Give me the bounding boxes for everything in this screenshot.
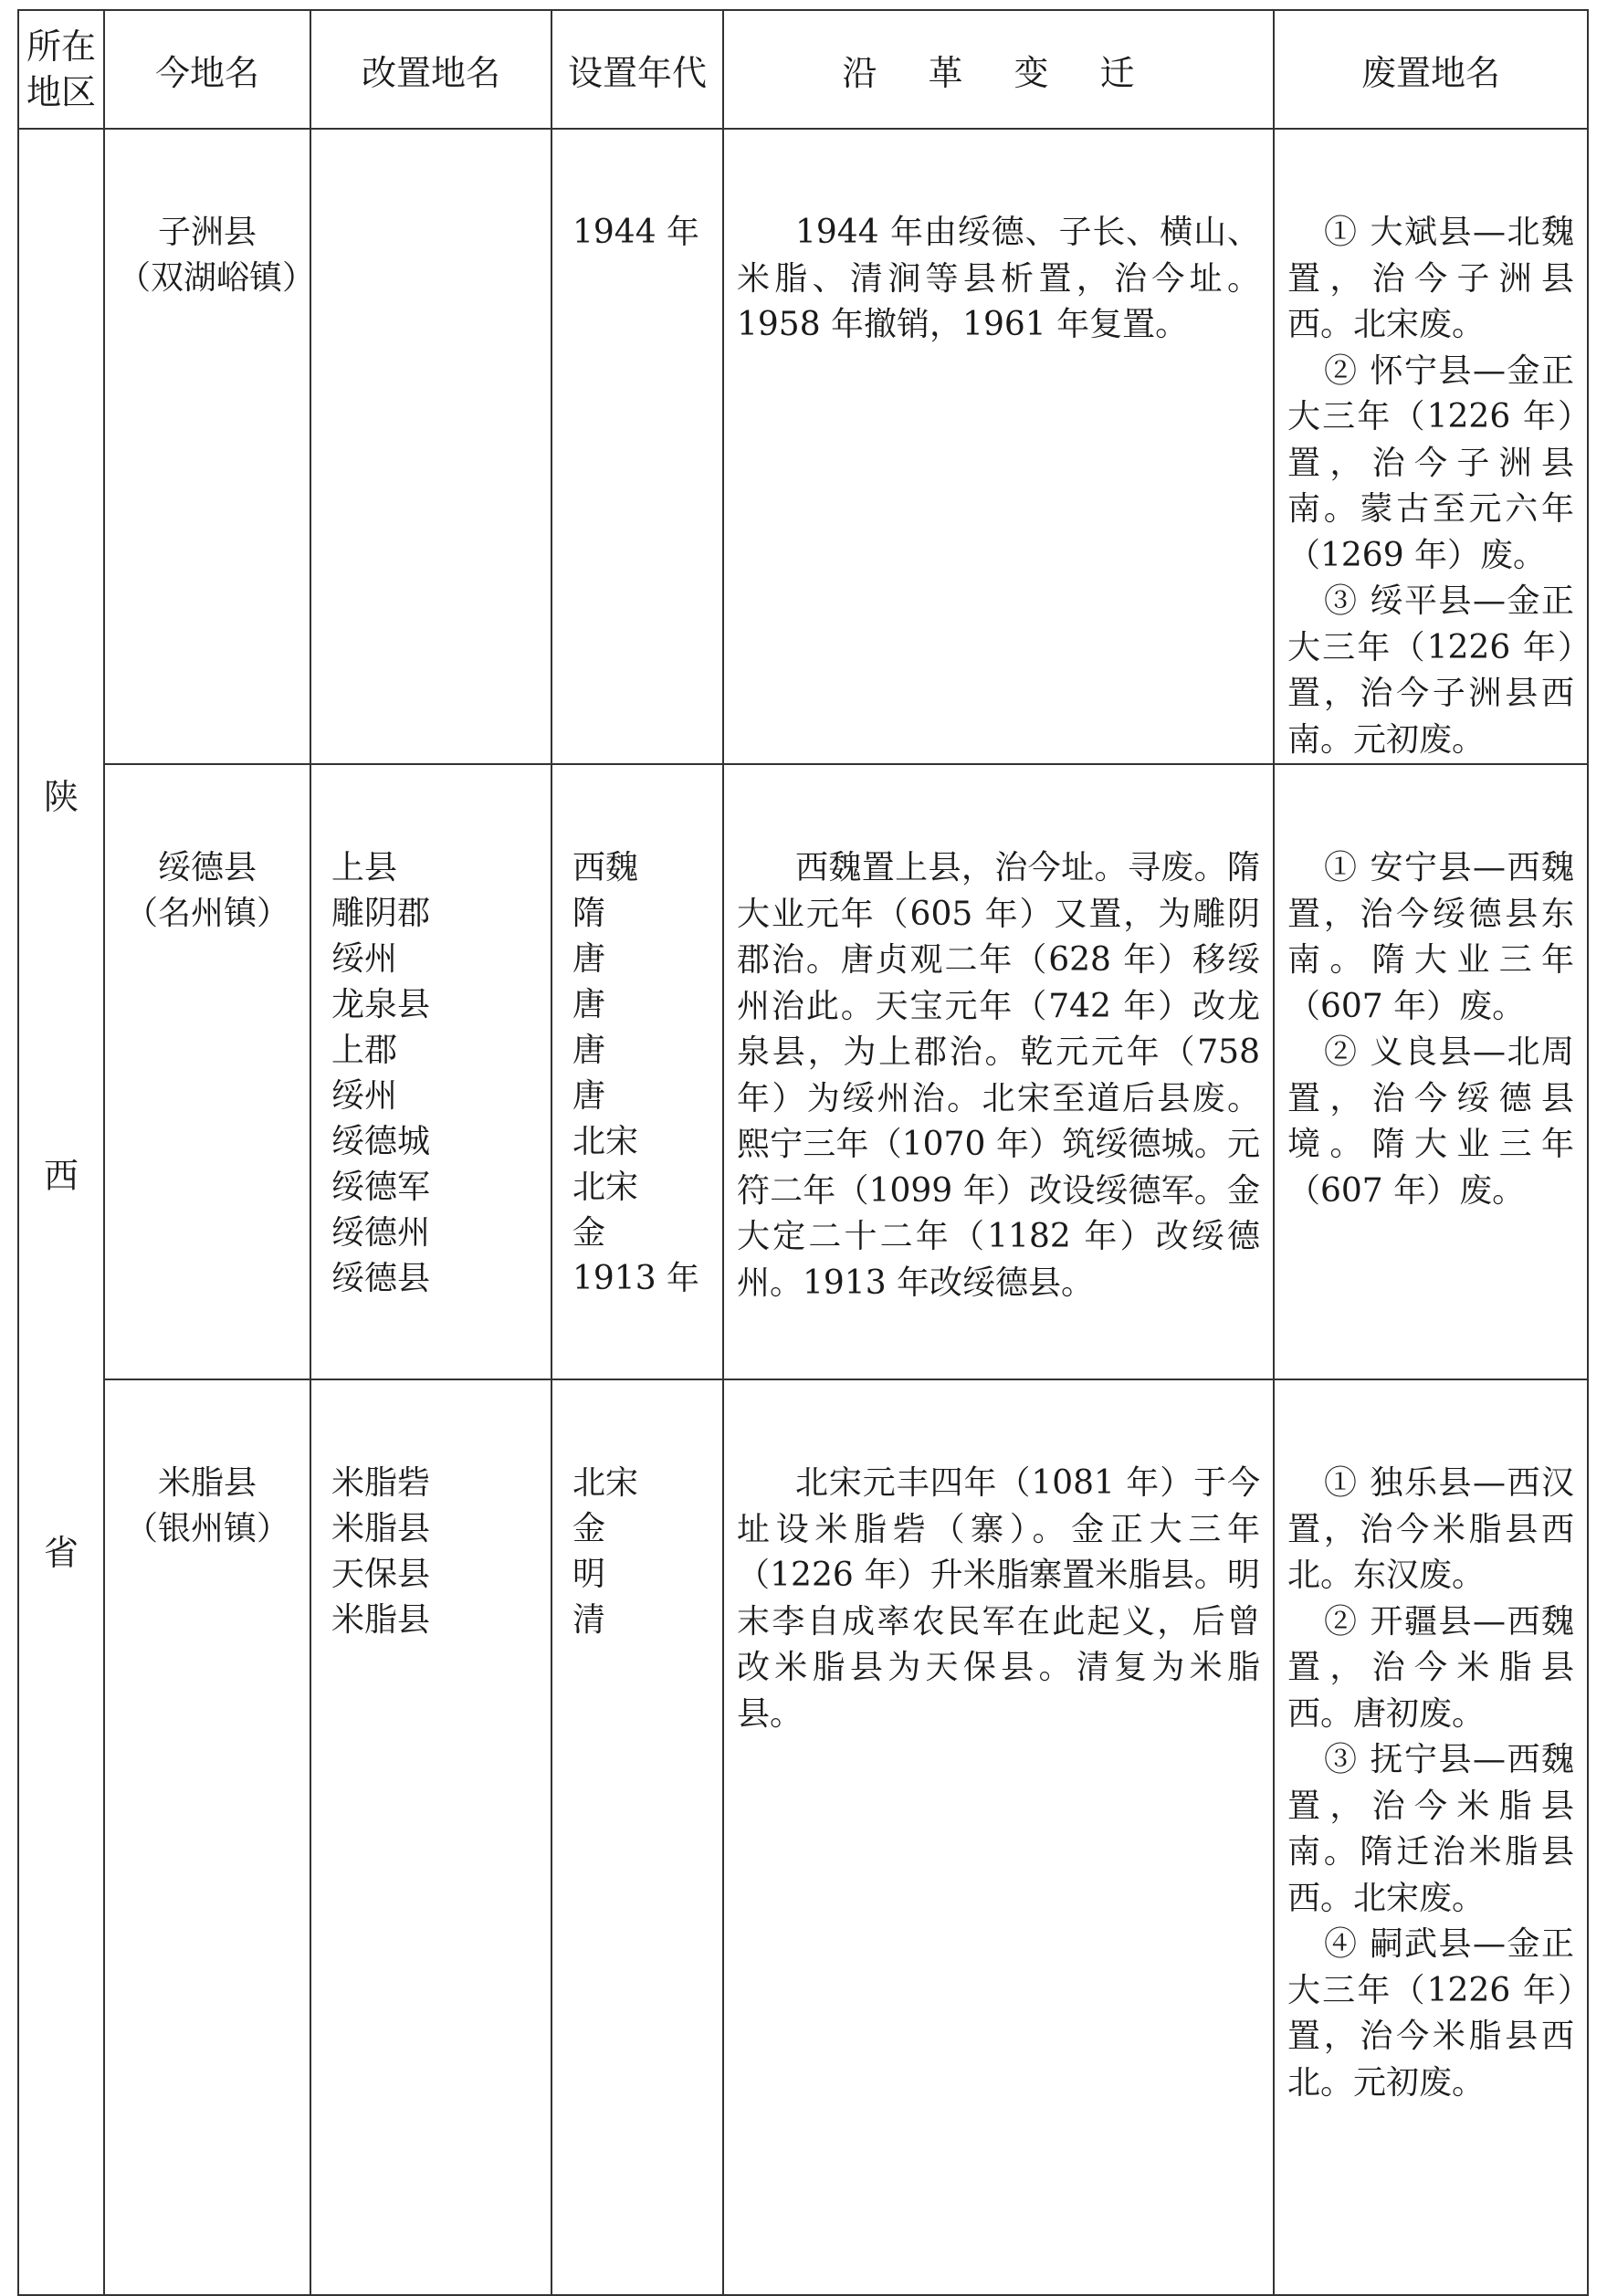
header-region-line: 所在 <box>26 26 96 67</box>
abolished-item: ② 开疆县—西魏置，治今米脂县西。唐初废。 <box>1287 1602 1574 1733</box>
era-item: 金 <box>572 1510 606 1547</box>
era-item: 金 <box>572 1214 606 1252</box>
abolished-item: ② 义良县—北周置，治今绥德县境。隋大业三年（607 年）废。 <box>1287 1033 1574 1210</box>
renamed-item: 上县 <box>331 849 398 886</box>
abolished-item: ③ 抚宁县—西魏置，治今米脂县南。隋迁治米脂县西。北宋废。 <box>1287 1741 1574 1917</box>
header-region <box>18 10 104 129</box>
era-item: 清 <box>572 1601 606 1639</box>
era-item: 北宋 <box>572 1123 639 1160</box>
abolished-item: ① 独乐县—西汉置，治今米脂县西北。东汉废。 <box>1287 1464 1574 1594</box>
history-text: 北宋元丰四年（1081 年）于今址设米脂砦（寨）。金正大三年（1226 年）升米脂寨置米脂县。明末李自成率农民军在此起义，后曾改米脂县为天保县。清复为米脂县。 <box>737 1464 1260 1733</box>
current-name: 子洲县 <box>157 214 257 251</box>
abolished-item: ② 怀宁县—金正大三年（1226 年）置，治今子洲县南。蒙古至元六年（1269 年）废。 <box>1287 351 1574 574</box>
era-item: 隋 <box>572 895 606 932</box>
region-char: 省 <box>43 1533 79 1573</box>
current-name: 绥德县 <box>157 849 257 886</box>
renamed-item: 雕阴郡 <box>331 895 431 932</box>
renamed-item: 绥德军 <box>331 1169 431 1206</box>
era-cell <box>551 764 723 1379</box>
era-cell <box>551 129 723 764</box>
renamed-item: 绥州 <box>331 1077 398 1115</box>
renamed-item: 米脂县 <box>331 1601 431 1639</box>
era-item: 1913 年 <box>572 1260 700 1297</box>
renamed-item: 米脂县 <box>331 1510 431 1547</box>
renamed-item: 上郡 <box>331 1032 398 1069</box>
current-name-alias: （双湖峪镇） <box>118 259 316 297</box>
table-row <box>18 1379 1588 2295</box>
renamed-cell <box>310 1379 551 2295</box>
era-item: 1944 年 <box>572 214 700 251</box>
renamed-cell <box>310 129 551 764</box>
abolished-item: ① 安宁县—西魏置，治今绥德县东南。隋大业三年（607 年）废。 <box>1287 849 1574 1025</box>
gazetteer-table <box>17 9 1589 2296</box>
history-cell <box>723 1379 1274 2295</box>
history-cell <box>723 764 1274 1379</box>
header-row <box>18 10 1588 129</box>
era-item: 唐 <box>572 940 606 978</box>
current-name-cell <box>104 764 310 1379</box>
region-char: 陕 <box>43 777 79 817</box>
abolished-cell <box>1274 129 1588 764</box>
abolished-item: ① 大斌县—北魏置，治今子洲县西。北宋废。 <box>1287 214 1574 343</box>
renamed-item: 绥州 <box>331 940 398 978</box>
era-item: 唐 <box>572 1077 606 1115</box>
history-text: 西魏置上县，治今址。寻废。隋大业元年（605 年）又置，为雕阴郡治。唐贞观二年（628 年）移绥州治此。天宝元年（742 年）改龙泉县，为上郡治。乾元元年（758 年）为绥州治。北宋至道后县废。熙宁三年（1070 年）筑绥德城。元符二年（1099 年）改设绥德军。金大定二十二年（1182 年）改绥德州。1913 年改绥德县。 <box>737 849 1260 1302</box>
header-renamed: 改置地名 <box>310 10 551 129</box>
history-cell <box>723 129 1274 764</box>
current-name: 米脂县 <box>157 1464 257 1502</box>
abolished-item: ③ 绥平县—金正大三年（1226 年）置，治今子洲县西南。元初废。 <box>1287 582 1574 759</box>
header-abolished: 废置地名 <box>1274 10 1588 129</box>
table-row <box>18 764 1588 1379</box>
history-text: 1944 年由绥德、子长、横山、米脂、清涧等县析置，治今址。1958 年撤销，1961 年复置。 <box>737 214 1260 343</box>
region-char: 西 <box>43 1156 79 1196</box>
era-item: 唐 <box>572 1032 606 1069</box>
renamed-item: 绥德县 <box>331 1260 431 1297</box>
current-name-cell <box>104 129 316 764</box>
era-item: 北宋 <box>572 1169 639 1206</box>
renamed-item: 米脂砦 <box>331 1464 431 1502</box>
renamed-item: 天保县 <box>331 1556 431 1593</box>
abolished-cell <box>1274 764 1588 1379</box>
era-item: 唐 <box>572 986 606 1023</box>
header-history: 沿 革 变 迁 <box>723 10 1274 129</box>
header-current-name: 今地名 <box>104 10 310 129</box>
current-name-cell <box>104 1379 310 2295</box>
current-name-alias: （名州镇） <box>124 895 289 932</box>
era-cell <box>551 1379 723 2295</box>
current-name-alias: （银州镇） <box>124 1510 289 1547</box>
table-row <box>18 129 1588 764</box>
region-cell <box>18 129 104 2295</box>
abolished-item: ④ 嗣武县—金正大三年（1226 年）置，治今米脂县西北。元初废。 <box>1287 1925 1574 2102</box>
renamed-item: 龙泉县 <box>331 986 431 1023</box>
era-item: 北宋 <box>572 1464 639 1502</box>
header-region-line: 地区 <box>26 72 96 112</box>
renamed-item: 绥德城 <box>331 1123 431 1160</box>
abolished-cell <box>1274 1379 1588 2295</box>
renamed-cell <box>310 764 551 1379</box>
header-era: 设置年代 <box>551 10 723 129</box>
era-item: 明 <box>572 1556 606 1593</box>
renamed-item: 绥德州 <box>331 1214 431 1252</box>
era-item: 西魏 <box>572 849 639 886</box>
